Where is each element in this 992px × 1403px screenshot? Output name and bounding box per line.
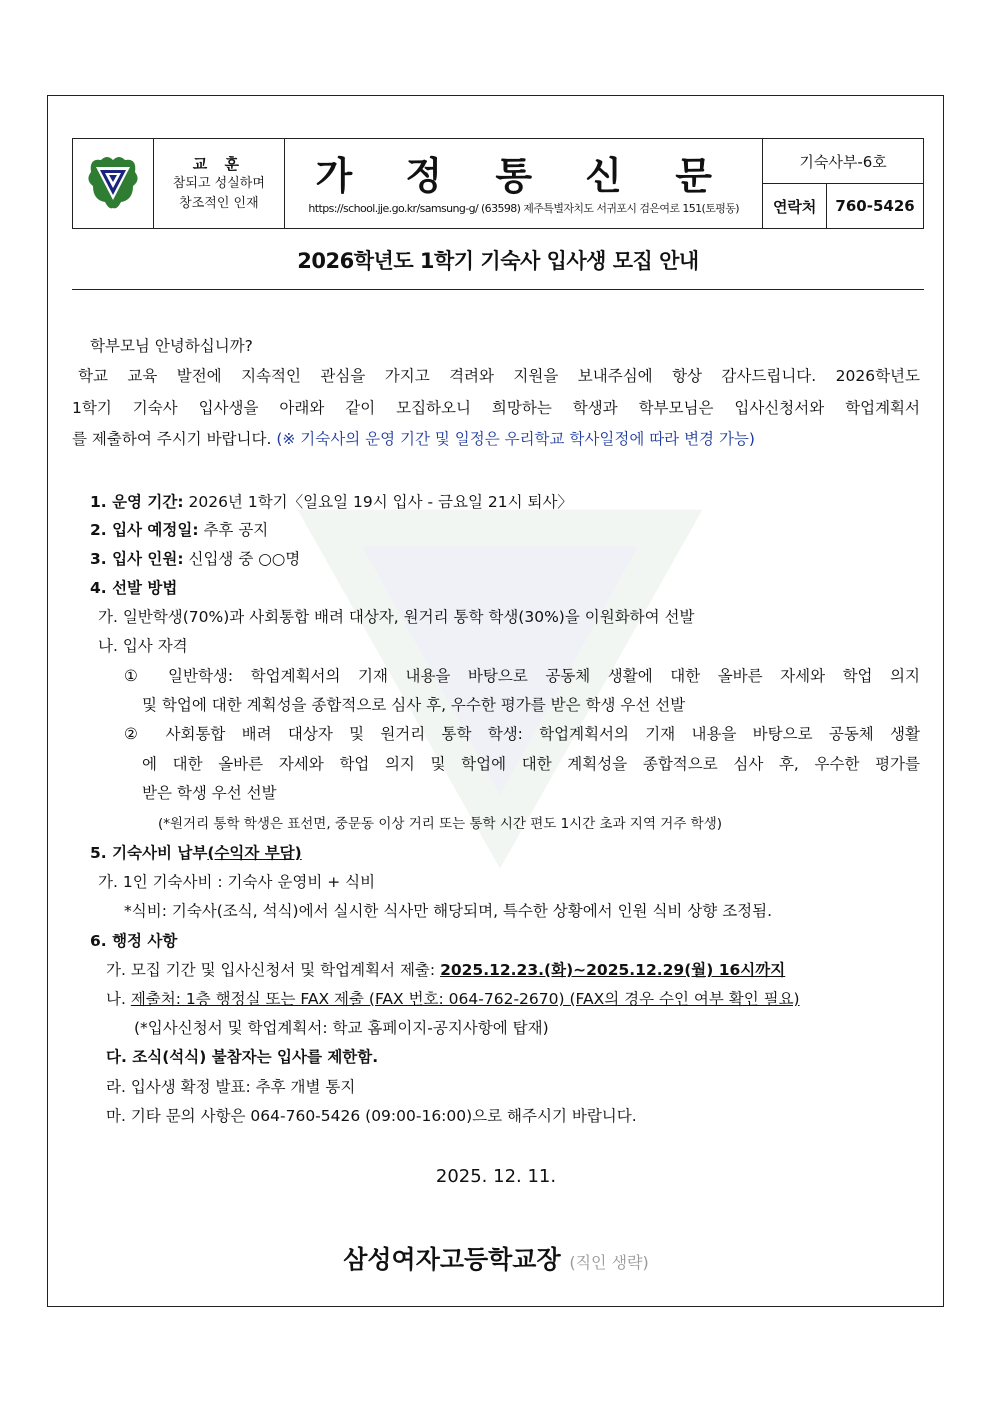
section-4-b1-line-2: 및 학업에 대한 계획성을 종합적으로 심사 후, 우수한 평가를 받은 학생 우선 선발 [142,696,686,714]
school-address: https://school.jje.go.kr/samsung-g/ (63598) 제주특별자치도 서귀포시 검은여로 151(토평동) [308,201,739,215]
section-2 [90,520,268,540]
section-6-item-b-prefix: 나. [106,990,131,1008]
meal-fee-note: *식비: 기숙사(조식, 석식)에서 실시한 식사만 해당되며, 특수한 상황에서 인원 식비 상향 조정됨. [124,902,773,920]
section-4-b1-line-1: ① 일반학생: 학업계획서의 기재 내용을 바탕으로 공동체 생활에 대한 올바른 자세와 학업 의지 [124,667,920,685]
contact-label: 연락처 [763,184,827,229]
section-6-item-d: 라. 입사생 확정 발표: 추후 개별 통지 [106,1078,356,1096]
section-6-item-b [106,989,800,1009]
section-4-item-b: 나. 입사 자격 [98,637,188,655]
schedule-change-note: (※ 기숙사의 운영 기간 및 일정은 우리학교 학사일정에 따라 변경 가능) [276,430,755,448]
section-3-label: 3. 입사 인원: [90,550,184,568]
school-logo-cell [73,139,154,229]
section-6-item-c: 다. 조식(석식) 불참자는 입사를 제한함. [106,1048,379,1066]
issue-number: 기숙사부-6호 [763,139,924,184]
school-motto-cell [153,139,285,229]
section-3 [90,549,300,569]
principal-title: 삼성여자고등학교장 [343,1245,561,1274]
section-4-b2-line-1: ② 사회통합 배려 대상자 및 원거리 통학 학생: 학업계획서의 기재 내용을 바탕으로 공동체 생활 [124,725,920,743]
submission-place: 제출처: 1층 행정실 또는 FAX 제출 (FAX 번호: 064-762-2670) (FAX의 경우 수인 여부 확인 필요) [130,990,800,1008]
intro-line-2: 1학기 기숙사 입사생을 아래와 같이 모집하오니 희망하는 학생과 학부모님은 입사신청서와 학업계획서 [72,399,920,417]
newsletter-header [72,138,924,229]
section-1 [90,492,573,512]
section-5 [90,843,302,863]
submission-period: 2025.12.23.(화)~2025.12.29(월) 16시까지 [440,961,786,979]
principal-signature [0,1240,992,1276]
section-1-value: 2026년 1학기〈일요일 19시 입사 - 금요일 21시 퇴사〉 [183,493,573,511]
section-4-item-a: 가. 일반학생(70%)과 사회통합 배려 대상자, 원거리 통학 학생(30%)을 이원화하여 선발 [98,608,695,626]
motto-line-2: 창조적인 인재 [179,196,259,211]
section-5-paren: (수익자 부담) [207,844,302,862]
section-6-item-a [106,960,785,980]
intro-line-1: 학교 교육 발전에 지속적인 관심을 가지고 격려와 지원을 보내주심에 항상 감사드립니다. 2026학년도 [78,367,920,385]
motto-title: 교 훈 [192,155,245,173]
title-divider [72,289,924,290]
form-download-note: (*입사신청서 및 학업계획서: 학교 홈페이지-공지사항에 탑재) [134,1019,549,1037]
distance-student-note: (*원거리 통학 학생은 표선면, 중문동 이상 거리 또는 통학 시간 편도 1시간 초과 지역 거주 학생) [158,816,723,832]
section-5-label: 5. 기숙사비 납부 [90,844,208,862]
contact-number: 760-5426 [827,184,924,229]
motto-line-1: 참되고 성실하며 [172,176,265,191]
section-6-item-e: 마. 기타 문의 사항은 064-760-5426 (09:00-16:00)으로 해주시기 바랍니다. [106,1107,637,1125]
intro-line-3 [72,429,755,449]
intro-line-3-text: 를 제출하여 주시기 바랍니다. [72,430,272,448]
section-4-label: 4. 선발 방법 [90,579,178,597]
section-4-b2-line-3: 받은 학생 우선 선발 [142,784,277,802]
section-5-item-a: 가. 1인 기숙사비 : 기숙사 운영비 + 식비 [98,873,376,891]
section-1-label: 1. 운영 기간: [90,493,184,511]
submission-period-label: 가. 모집 기간 및 입사신청서 및 학업계획서 제출: [106,961,441,979]
issue-date: 2025. 12. 11. [435,1166,557,1187]
seal-omitted-note: (직인 생략) [569,1253,649,1272]
section-2-value: 추후 공지 [198,521,269,539]
section-6-label: 6. 행정 사항 [90,932,178,950]
newsletter-title-cell [285,139,763,229]
school-emblem-icon [83,152,143,212]
section-3-value: 신입생 중 ○○명 [183,550,301,568]
section-2-label: 2. 입사 예정일: [90,521,199,539]
section-4-b2-line-2: 에 대한 올바른 자세와 학업 의지 및 학업에 대한 계획성을 종합적으로 심사 후, 우수한 평가를 [142,755,920,773]
page-title: 2026학년도 1학기 기숙사 입사생 모집 안내 [297,249,699,273]
greeting: 학부모님 안녕하십니까? [90,337,253,355]
newsletter-title: 가 정 통 신 문 [315,153,732,198]
